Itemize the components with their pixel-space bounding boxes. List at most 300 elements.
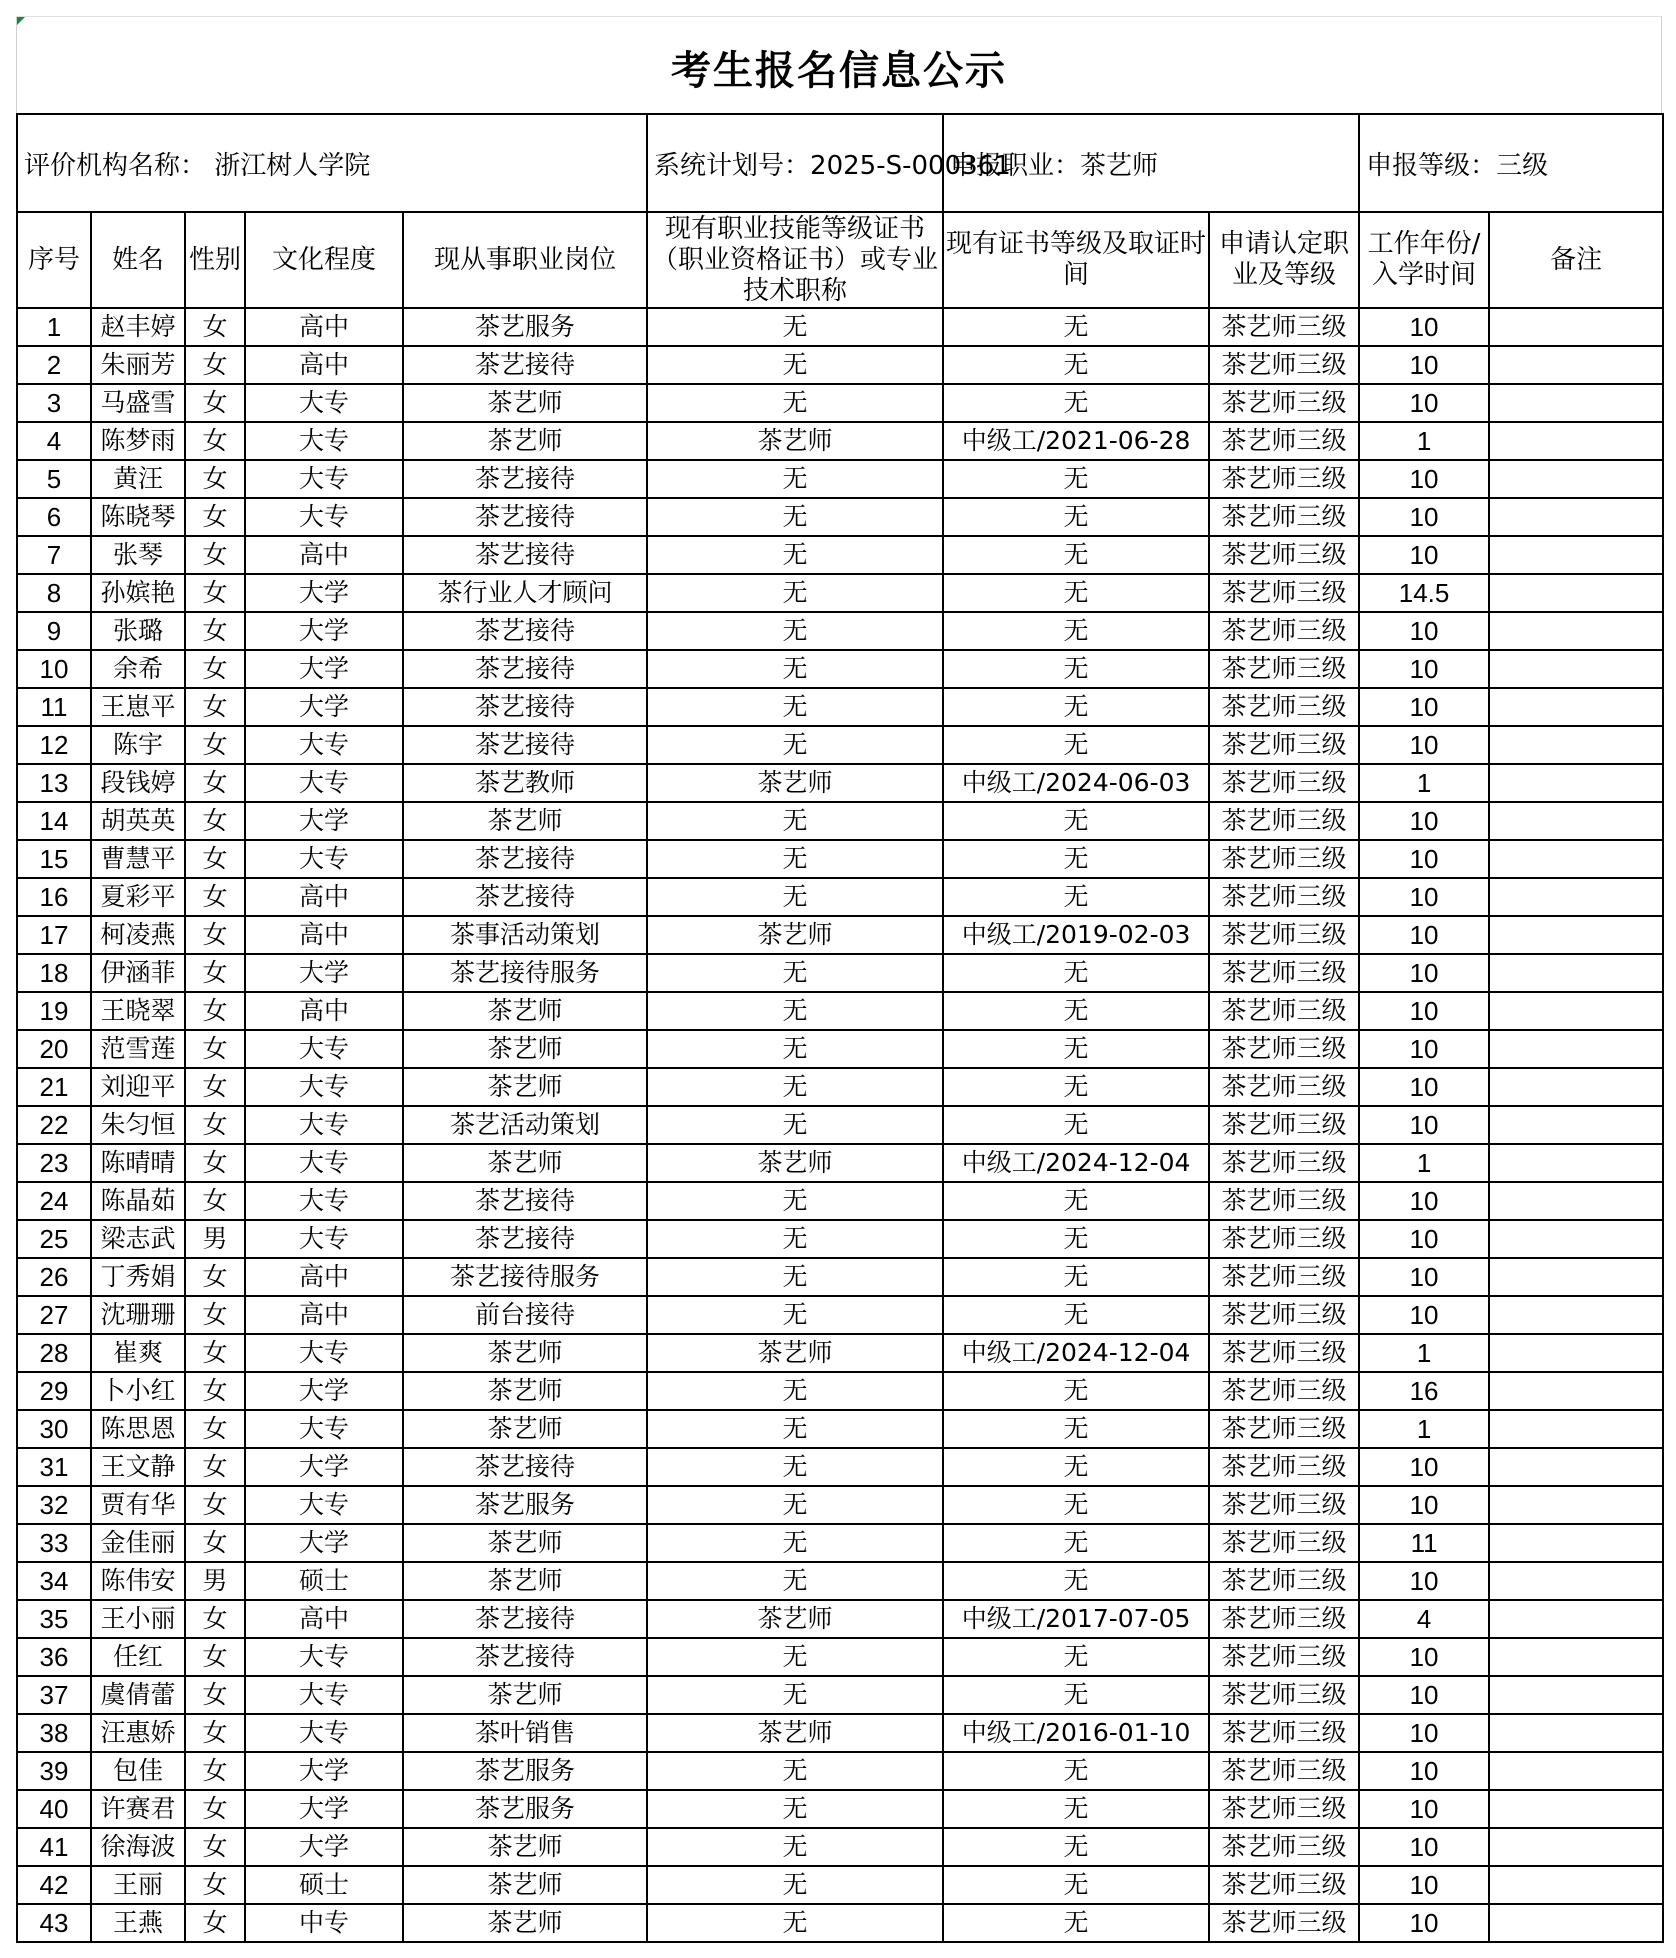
cell-name[interactable]: 丁秀娟 [91,1258,185,1296]
header-current-position[interactable]: 现从事职业岗位 [403,212,647,308]
cell-certificate[interactable]: 无 [647,346,943,384]
cell-certificate[interactable]: 无 [647,1904,943,1942]
cell-gender[interactable]: 女 [185,688,245,726]
cell-education[interactable]: 大专 [245,1144,403,1182]
cell-work-years[interactable]: 10 [1359,1904,1489,1942]
cell-name[interactable]: 王崽平 [91,688,185,726]
cell-name[interactable]: 王丽 [91,1866,185,1904]
cell-applied-level[interactable]: 茶艺师三级 [1209,954,1359,992]
cell-index[interactable]: 2 [17,346,91,384]
cell-certificate[interactable]: 无 [647,1562,943,1600]
cell-applied-level[interactable]: 茶艺师三级 [1209,1258,1359,1296]
cell-position[interactable]: 茶艺接待 [403,1638,647,1676]
cell-certificate[interactable]: 无 [647,498,943,536]
cell-remarks[interactable] [1489,688,1663,726]
cell-cert-level-date[interactable]: 无 [943,688,1209,726]
cell-certificate[interactable]: 无 [647,954,943,992]
cell-cert-level-date[interactable]: 无 [943,1866,1209,1904]
cell-work-years[interactable]: 11 [1359,1524,1489,1562]
cell-index[interactable]: 25 [17,1220,91,1258]
cell-index[interactable]: 19 [17,992,91,1030]
cell-work-years[interactable]: 10 [1359,1182,1489,1220]
cell-name[interactable]: 赵丰婷 [91,308,185,346]
cell-work-years[interactable]: 10 [1359,954,1489,992]
cell-cert-level-date[interactable]: 中级工/2024-12-04 [943,1334,1209,1372]
cell-position[interactable]: 茶艺接待 [403,1448,647,1486]
cell-applied-level[interactable]: 茶艺师三级 [1209,1638,1359,1676]
cell-certificate[interactable]: 无 [647,840,943,878]
cell-applied-level[interactable]: 茶艺师三级 [1209,1106,1359,1144]
cell-index[interactable]: 33 [17,1524,91,1562]
cell-gender[interactable]: 女 [185,992,245,1030]
cell-applied-level[interactable]: 茶艺师三级 [1209,1752,1359,1790]
cell-name[interactable]: 段钱婷 [91,764,185,802]
cell-remarks[interactable] [1489,1638,1663,1676]
cell-work-years[interactable]: 10 [1359,536,1489,574]
cell-position[interactable]: 茶艺接待 [403,612,647,650]
cell-education[interactable]: 大专 [245,1410,403,1448]
cell-remarks[interactable] [1489,992,1663,1030]
cell-cert-level-date[interactable]: 无 [943,1448,1209,1486]
header-remarks[interactable]: 备注 [1489,212,1663,308]
cell-work-years[interactable]: 1 [1359,1410,1489,1448]
cell-certificate[interactable]: 无 [647,1220,943,1258]
cell-name[interactable]: 刘迎平 [91,1068,185,1106]
cell-index[interactable]: 26 [17,1258,91,1296]
cell-work-years[interactable]: 10 [1359,612,1489,650]
cell-gender[interactable]: 女 [185,308,245,346]
cell-applied-level[interactable]: 茶艺师三级 [1209,650,1359,688]
cell-cert-level-date[interactable]: 中级工/2021-06-28 [943,422,1209,460]
cell-education[interactable]: 大学 [245,802,403,840]
cell-gender[interactable]: 女 [185,1828,245,1866]
cell-index[interactable]: 17 [17,916,91,954]
cell-certificate[interactable]: 茶艺师 [647,764,943,802]
cell-work-years[interactable]: 10 [1359,992,1489,1030]
cell-name[interactable]: 陈伟安 [91,1562,185,1600]
cell-cert-level-date[interactable]: 无 [943,498,1209,536]
cell-gender[interactable]: 女 [185,1258,245,1296]
cell-education[interactable]: 大学 [245,1524,403,1562]
cell-education[interactable]: 大专 [245,1638,403,1676]
cell-gender[interactable]: 女 [185,650,245,688]
cell-cert-level-date[interactable]: 无 [943,1752,1209,1790]
cell-applied-level[interactable]: 茶艺师三级 [1209,1600,1359,1638]
cell-position[interactable]: 茶艺师 [403,1144,647,1182]
cell-work-years[interactable]: 10 [1359,1258,1489,1296]
cell-index[interactable]: 14 [17,802,91,840]
cell-education[interactable]: 大专 [245,422,403,460]
cell-remarks[interactable] [1489,1714,1663,1752]
cell-name[interactable]: 陈思恩 [91,1410,185,1448]
cell-education[interactable]: 大专 [245,1714,403,1752]
cell-gender[interactable]: 男 [185,1220,245,1258]
cell-work-years[interactable]: 10 [1359,840,1489,878]
cell-index[interactable]: 38 [17,1714,91,1752]
cell-education[interactable]: 大专 [245,498,403,536]
cell-position[interactable]: 茶艺服务 [403,308,647,346]
cell-applied-level[interactable]: 茶艺师三级 [1209,1676,1359,1714]
cell-gender[interactable]: 女 [185,1372,245,1410]
cell-index[interactable]: 5 [17,460,91,498]
cell-position[interactable]: 茶艺师 [403,1410,647,1448]
cell-gender[interactable]: 女 [185,536,245,574]
cell-gender[interactable]: 女 [185,1106,245,1144]
cell-certificate[interactable]: 无 [647,1486,943,1524]
cell-remarks[interactable] [1489,1106,1663,1144]
cell-education[interactable]: 硕士 [245,1866,403,1904]
cell-certificate[interactable]: 无 [647,612,943,650]
header-existing-certificate[interactable]: 现有职业技能等级证书（职业资格证书）或专业技术职称 [647,212,943,308]
cell-position[interactable]: 茶艺接待 [403,346,647,384]
cell-remarks[interactable] [1489,498,1663,536]
cell-cert-level-date[interactable]: 无 [943,1106,1209,1144]
cell-certificate[interactable]: 无 [647,384,943,422]
cell-applied-level[interactable]: 茶艺师三级 [1209,384,1359,422]
cell-education[interactable]: 中专 [245,1904,403,1942]
cell-remarks[interactable] [1489,802,1663,840]
cell-gender[interactable]: 女 [185,1296,245,1334]
cell-cert-level-date[interactable]: 无 [943,308,1209,346]
cell-index[interactable]: 31 [17,1448,91,1486]
cell-education[interactable]: 高中 [245,1296,403,1334]
cell-applied-level[interactable]: 茶艺师三级 [1209,1334,1359,1372]
cell-position[interactable]: 茶艺师 [403,802,647,840]
cell-name[interactable]: 汪惠娇 [91,1714,185,1752]
cell-position[interactable]: 茶行业人才顾问 [403,574,647,612]
cell-index[interactable]: 35 [17,1600,91,1638]
cell-remarks[interactable] [1489,1790,1663,1828]
cell-gender[interactable]: 女 [185,1182,245,1220]
cell-remarks[interactable] [1489,1372,1663,1410]
cell-certificate[interactable]: 无 [647,1372,943,1410]
cell-index[interactable]: 9 [17,612,91,650]
cell-position[interactable]: 茶艺接待 [403,650,647,688]
cell-certificate[interactable]: 无 [647,1828,943,1866]
cell-education[interactable]: 高中 [245,536,403,574]
cell-index[interactable]: 21 [17,1068,91,1106]
cell-index[interactable]: 13 [17,764,91,802]
cell-applied-level[interactable]: 茶艺师三级 [1209,1448,1359,1486]
cell-applied-level[interactable]: 茶艺师三级 [1209,574,1359,612]
cell-gender[interactable]: 女 [185,1524,245,1562]
cell-work-years[interactable]: 10 [1359,1676,1489,1714]
cell-remarks[interactable] [1489,878,1663,916]
cell-gender[interactable]: 女 [185,1866,245,1904]
cell-education[interactable]: 大专 [245,1182,403,1220]
cell-education[interactable]: 大专 [245,384,403,422]
cell-remarks[interactable] [1489,1296,1663,1334]
cell-index[interactable]: 1 [17,308,91,346]
cell-cert-level-date[interactable]: 无 [943,346,1209,384]
cell-applied-level[interactable]: 茶艺师三级 [1209,1866,1359,1904]
cell-applied-level[interactable]: 茶艺师三级 [1209,1828,1359,1866]
cell-applied-level[interactable]: 茶艺师三级 [1209,536,1359,574]
cell-cert-level-date[interactable]: 无 [943,992,1209,1030]
cell-education[interactable]: 大学 [245,574,403,612]
cell-education[interactable]: 高中 [245,878,403,916]
cell-remarks[interactable] [1489,308,1663,346]
cell-applied-level[interactable]: 茶艺师三级 [1209,308,1359,346]
cell-education[interactable]: 大专 [245,726,403,764]
cell-cert-level-date[interactable]: 无 [943,1182,1209,1220]
cell-name[interactable]: 王燕 [91,1904,185,1942]
cell-position[interactable]: 茶艺师 [403,1068,647,1106]
cell-position[interactable]: 茶艺师 [403,1828,647,1866]
cell-cert-level-date[interactable]: 无 [943,1790,1209,1828]
cell-cert-level-date[interactable]: 无 [943,1372,1209,1410]
cell-position[interactable]: 茶艺接待 [403,460,647,498]
cell-certificate[interactable]: 无 [647,1448,943,1486]
cell-gender[interactable]: 女 [185,498,245,536]
cell-certificate[interactable]: 无 [647,802,943,840]
cell-applied-level[interactable]: 茶艺师三级 [1209,1372,1359,1410]
cell-position[interactable]: 茶艺师 [403,1030,647,1068]
cell-work-years[interactable]: 10 [1359,308,1489,346]
cell-position[interactable]: 茶艺师 [403,384,647,422]
cell-index[interactable]: 43 [17,1904,91,1942]
cell-work-years[interactable]: 10 [1359,878,1489,916]
cell-education[interactable]: 大学 [245,650,403,688]
cell-position[interactable]: 茶艺接待 [403,688,647,726]
cell-index[interactable]: 3 [17,384,91,422]
cell-index[interactable]: 6 [17,498,91,536]
cell-cert-level-date[interactable]: 无 [943,574,1209,612]
cell-remarks[interactable] [1489,1828,1663,1866]
cell-cert-level-date[interactable]: 无 [943,840,1209,878]
cell-cert-level-date[interactable]: 无 [943,384,1209,422]
cell-gender[interactable]: 女 [185,574,245,612]
cell-name[interactable]: 陈梦雨 [91,422,185,460]
cell-applied-level[interactable]: 茶艺师三级 [1209,840,1359,878]
cell-work-years[interactable]: 10 [1359,1714,1489,1752]
cell-certificate[interactable]: 无 [647,1410,943,1448]
cell-cert-level-date[interactable]: 无 [943,536,1209,574]
cell-work-years[interactable]: 10 [1359,916,1489,954]
cell-cert-level-date[interactable]: 无 [943,878,1209,916]
cell-education[interactable]: 大学 [245,1448,403,1486]
cell-work-years[interactable]: 10 [1359,1448,1489,1486]
cell-remarks[interactable] [1489,1752,1663,1790]
cell-certificate[interactable]: 茶艺师 [647,1600,943,1638]
cell-position[interactable]: 茶艺服务 [403,1790,647,1828]
cell-index[interactable]: 28 [17,1334,91,1372]
cell-applied-level[interactable]: 茶艺师三级 [1209,1410,1359,1448]
cell-position[interactable]: 茶艺师 [403,1866,647,1904]
cell-applied-level[interactable]: 茶艺师三级 [1209,1714,1359,1752]
cell-work-years[interactable]: 16 [1359,1372,1489,1410]
cell-education[interactable]: 大专 [245,1106,403,1144]
cell-index[interactable]: 29 [17,1372,91,1410]
cell-remarks[interactable] [1489,916,1663,954]
cell-index[interactable]: 42 [17,1866,91,1904]
cell-work-years[interactable]: 10 [1359,384,1489,422]
header-work-years[interactable]: 工作年份/入学时间 [1359,212,1489,308]
cell-gender[interactable]: 女 [185,1030,245,1068]
cell-gender[interactable]: 女 [185,1714,245,1752]
cell-gender[interactable]: 女 [185,1144,245,1182]
cell-work-years[interactable]: 1 [1359,1144,1489,1182]
cell-certificate[interactable]: 无 [647,1258,943,1296]
cell-applied-level[interactable]: 茶艺师三级 [1209,1296,1359,1334]
cell-certificate[interactable]: 茶艺师 [647,1714,943,1752]
cell-position[interactable]: 茶艺师 [403,1562,647,1600]
cell-certificate[interactable]: 茶艺师 [647,1144,943,1182]
cell-cert-level-date[interactable]: 无 [943,726,1209,764]
cell-position[interactable]: 茶艺接待 [403,1600,647,1638]
cell-position[interactable]: 茶艺接待服务 [403,1258,647,1296]
header-name[interactable]: 姓名 [91,212,185,308]
cell-index[interactable]: 18 [17,954,91,992]
cell-certificate[interactable]: 无 [647,1638,943,1676]
cell-education[interactable]: 大专 [245,1220,403,1258]
cell-remarks[interactable] [1489,1904,1663,1942]
cell-position[interactable]: 茶叶销售 [403,1714,647,1752]
cell-certificate[interactable]: 无 [647,460,943,498]
cell-work-years[interactable]: 1 [1359,422,1489,460]
cell-gender[interactable]: 女 [185,916,245,954]
cell-name[interactable]: 沈珊珊 [91,1296,185,1334]
cell-work-years[interactable]: 10 [1359,1790,1489,1828]
cell-work-years[interactable]: 14.5 [1359,574,1489,612]
header-education[interactable]: 文化程度 [245,212,403,308]
cell-position[interactable]: 茶艺服务 [403,1486,647,1524]
cell-cert-level-date[interactable]: 中级工/2016-01-10 [943,1714,1209,1752]
cell-work-years[interactable]: 10 [1359,460,1489,498]
cell-education[interactable]: 大学 [245,1372,403,1410]
cell-education[interactable]: 大专 [245,1334,403,1372]
cell-index[interactable]: 22 [17,1106,91,1144]
cell-index[interactable]: 37 [17,1676,91,1714]
cell-work-years[interactable]: 10 [1359,1752,1489,1790]
cell-cert-level-date[interactable]: 无 [943,1828,1209,1866]
cell-applied-level[interactable]: 茶艺师三级 [1209,1790,1359,1828]
cell-position[interactable]: 茶艺师 [403,1904,647,1942]
cell-work-years[interactable]: 10 [1359,1562,1489,1600]
cell-position[interactable]: 茶艺接待 [403,840,647,878]
cell-work-years[interactable]: 1 [1359,764,1489,802]
cell-education[interactable]: 高中 [245,308,403,346]
cell-education[interactable]: 大专 [245,1486,403,1524]
cell-position[interactable]: 茶艺师 [403,1676,647,1714]
cell-position[interactable]: 茶艺接待 [403,726,647,764]
cell-remarks[interactable] [1489,1182,1663,1220]
cell-remarks[interactable] [1489,346,1663,384]
cell-cert-level-date[interactable]: 无 [943,1220,1209,1258]
cell-applied-level[interactable]: 茶艺师三级 [1209,1562,1359,1600]
cell-cert-level-date[interactable]: 无 [943,1638,1209,1676]
cell-name[interactable]: 陈晓琴 [91,498,185,536]
cell-index[interactable]: 40 [17,1790,91,1828]
cell-applied-level[interactable]: 茶艺师三级 [1209,1220,1359,1258]
cell-index[interactable]: 15 [17,840,91,878]
cell-gender[interactable]: 女 [185,1410,245,1448]
cell-position[interactable]: 茶艺师 [403,992,647,1030]
cell-remarks[interactable] [1489,612,1663,650]
cell-gender[interactable]: 女 [185,1334,245,1372]
cell-cert-level-date[interactable]: 无 [943,1486,1209,1524]
cell-gender[interactable]: 女 [185,460,245,498]
cell-gender[interactable]: 女 [185,764,245,802]
cell-applied-level[interactable]: 茶艺师三级 [1209,992,1359,1030]
cell-position[interactable]: 茶艺教师 [403,764,647,802]
cell-cert-level-date[interactable]: 无 [943,460,1209,498]
cell-gender[interactable]: 女 [185,422,245,460]
cell-work-years[interactable]: 10 [1359,688,1489,726]
cell-remarks[interactable] [1489,1258,1663,1296]
cell-education[interactable]: 大学 [245,612,403,650]
cell-work-years[interactable]: 10 [1359,1068,1489,1106]
cell-applied-level[interactable]: 茶艺师三级 [1209,1144,1359,1182]
cell-position[interactable]: 茶艺接待服务 [403,954,647,992]
plan-cell[interactable]: 系统计划号：2025-S-000361 [647,114,943,212]
header-gender[interactable]: 性别 [185,212,245,308]
cell-education[interactable]: 大专 [245,1030,403,1068]
cell-cert-level-date[interactable]: 无 [943,1030,1209,1068]
cell-cert-level-date[interactable]: 无 [943,1296,1209,1334]
cell-work-years[interactable]: 10 [1359,1030,1489,1068]
title-cell[interactable] [16,16,1662,113]
cell-index[interactable]: 7 [17,536,91,574]
cell-applied-level[interactable]: 茶艺师三级 [1209,612,1359,650]
cell-gender[interactable]: 女 [185,1448,245,1486]
cell-work-years[interactable]: 10 [1359,498,1489,536]
cell-certificate[interactable]: 无 [647,1068,943,1106]
cell-name[interactable]: 胡英英 [91,802,185,840]
header-certificate-level-date[interactable]: 现有证书等级及取证时间 [943,212,1209,308]
cell-gender[interactable]: 女 [185,1638,245,1676]
cell-position[interactable]: 茶艺服务 [403,1752,647,1790]
cell-work-years[interactable]: 4 [1359,1600,1489,1638]
cell-index[interactable]: 36 [17,1638,91,1676]
cell-name[interactable]: 夏彩平 [91,878,185,916]
cell-gender[interactable]: 女 [185,1752,245,1790]
cell-education[interactable]: 大学 [245,954,403,992]
cell-position[interactable]: 茶艺接待 [403,1182,647,1220]
cell-applied-level[interactable]: 茶艺师三级 [1209,422,1359,460]
cell-applied-level[interactable]: 茶艺师三级 [1209,1904,1359,1942]
cell-name[interactable]: 任红 [91,1638,185,1676]
cell-certificate[interactable]: 无 [647,650,943,688]
cell-cert-level-date[interactable]: 无 [943,650,1209,688]
cell-education[interactable]: 大学 [245,1752,403,1790]
cell-cert-level-date[interactable]: 无 [943,1562,1209,1600]
cell-education[interactable]: 大专 [245,840,403,878]
cell-gender[interactable]: 女 [185,1068,245,1106]
cell-remarks[interactable] [1489,1676,1663,1714]
cell-education[interactable]: 大专 [245,764,403,802]
cell-gender[interactable]: 女 [185,726,245,764]
cell-work-years[interactable]: 1 [1359,1334,1489,1372]
cell-applied-level[interactable]: 茶艺师三级 [1209,346,1359,384]
cell-cert-level-date[interactable]: 无 [943,954,1209,992]
cell-education[interactable]: 高中 [245,1258,403,1296]
cell-name[interactable]: 范雪莲 [91,1030,185,1068]
cell-index[interactable]: 41 [17,1828,91,1866]
cell-index[interactable]: 39 [17,1752,91,1790]
cell-name[interactable]: 王文静 [91,1448,185,1486]
cell-remarks[interactable] [1489,726,1663,764]
cell-cert-level-date[interactable]: 无 [943,1524,1209,1562]
cell-name[interactable]: 柯凌燕 [91,916,185,954]
cell-work-years[interactable]: 10 [1359,726,1489,764]
cell-certificate[interactable]: 无 [647,1524,943,1562]
cell-gender[interactable]: 女 [185,384,245,422]
cell-remarks[interactable] [1489,1220,1663,1258]
cell-index[interactable]: 10 [17,650,91,688]
cell-index[interactable]: 8 [17,574,91,612]
cell-gender[interactable]: 女 [185,1790,245,1828]
